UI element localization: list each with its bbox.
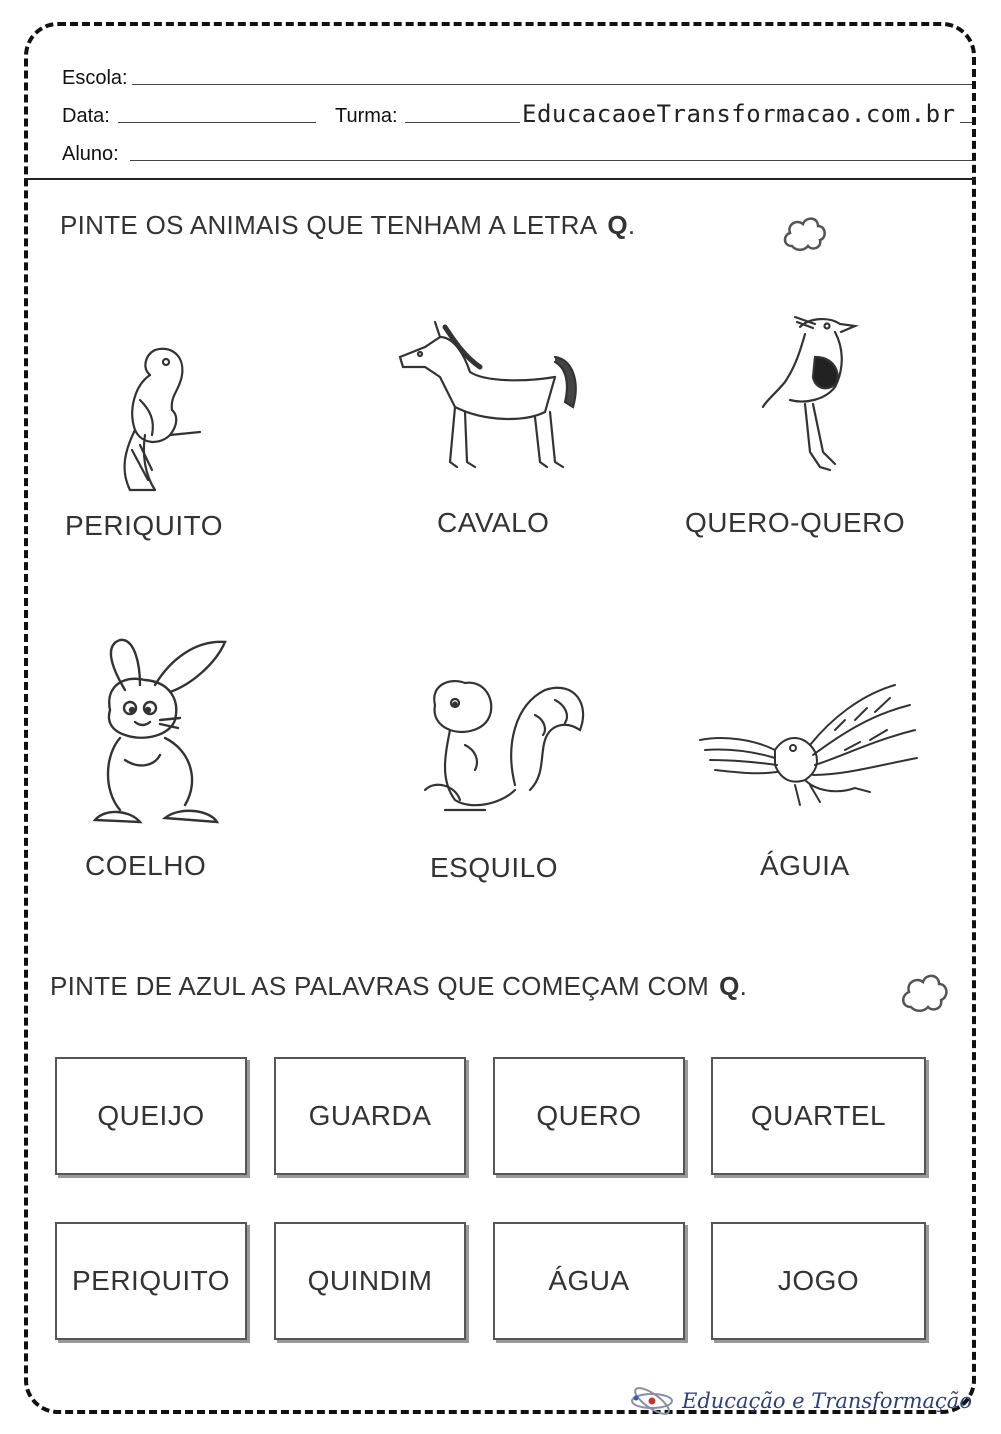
word-box[interactable]: ÁGUA <box>493 1222 685 1340</box>
animal-label-quero-quero: QUERO-QUERO <box>685 507 906 538</box>
school-field[interactable] <box>132 84 972 85</box>
student-label: Aluno: <box>62 143 119 165</box>
class-field-end <box>960 122 972 123</box>
word-box[interactable]: QUEIJO <box>55 1057 247 1175</box>
animal-label-esquilo: ESQUILO <box>430 852 558 883</box>
word-box[interactable]: GUARDA <box>274 1057 466 1175</box>
header-separator <box>24 178 976 180</box>
animal-label-periquito: PERIQUITO <box>65 510 224 541</box>
word-box[interactable]: QUINDIM <box>274 1222 466 1340</box>
website-text: EducacaoeTransformacao.com.br <box>522 100 956 128</box>
horse-icon[interactable] <box>395 312 590 482</box>
class-label: Turma: <box>335 105 398 127</box>
word-box[interactable]: PERIQUITO <box>55 1222 247 1340</box>
date-label: Data: <box>62 105 110 127</box>
words-instruction-letter: Q <box>719 971 740 1001</box>
animals-instruction-punct: . <box>627 210 636 240</box>
date-field[interactable] <box>118 122 316 123</box>
animals-instruction-letter: Q <box>607 210 628 240</box>
word-box[interactable]: JOGO <box>711 1222 926 1340</box>
animal-label-aguia: ÁGUIA <box>760 850 850 881</box>
atom-logo-icon <box>630 1386 674 1416</box>
rabbit-icon[interactable] <box>85 630 235 835</box>
student-field[interactable] <box>130 160 972 161</box>
words-instruction-punct: . <box>739 971 748 1001</box>
lapwing-bird-icon[interactable] <box>755 312 865 477</box>
cloud-checkbox-icon[interactable] <box>780 210 830 254</box>
animals-instruction <box>60 210 635 241</box>
class-field[interactable] <box>405 122 520 123</box>
words-instruction <box>50 971 747 1002</box>
footer-brand <box>630 1386 972 1416</box>
word-box[interactable]: QUARTEL <box>711 1057 926 1175</box>
footer-brand-text: Educação e Transformação <box>682 1389 972 1413</box>
squirrel-icon[interactable] <box>415 675 590 820</box>
school-label: Escola: <box>62 67 128 89</box>
cloud-checkbox-icon-2[interactable] <box>898 967 952 1015</box>
animal-label-coelho: COELHO <box>85 850 207 881</box>
animals-instruction-text: PINTE OS ANIMAIS QUE TENHAM A LETRA <box>60 210 598 240</box>
word-box[interactable]: QUERO <box>493 1057 685 1175</box>
words-instruction-text: PINTE DE AZUL AS PALAVRAS QUE COMEÇAM COM <box>50 971 710 1001</box>
parakeet-icon[interactable] <box>100 340 210 500</box>
eagle-icon[interactable] <box>695 680 925 815</box>
animal-label-cavalo: CAVALO <box>437 507 550 538</box>
